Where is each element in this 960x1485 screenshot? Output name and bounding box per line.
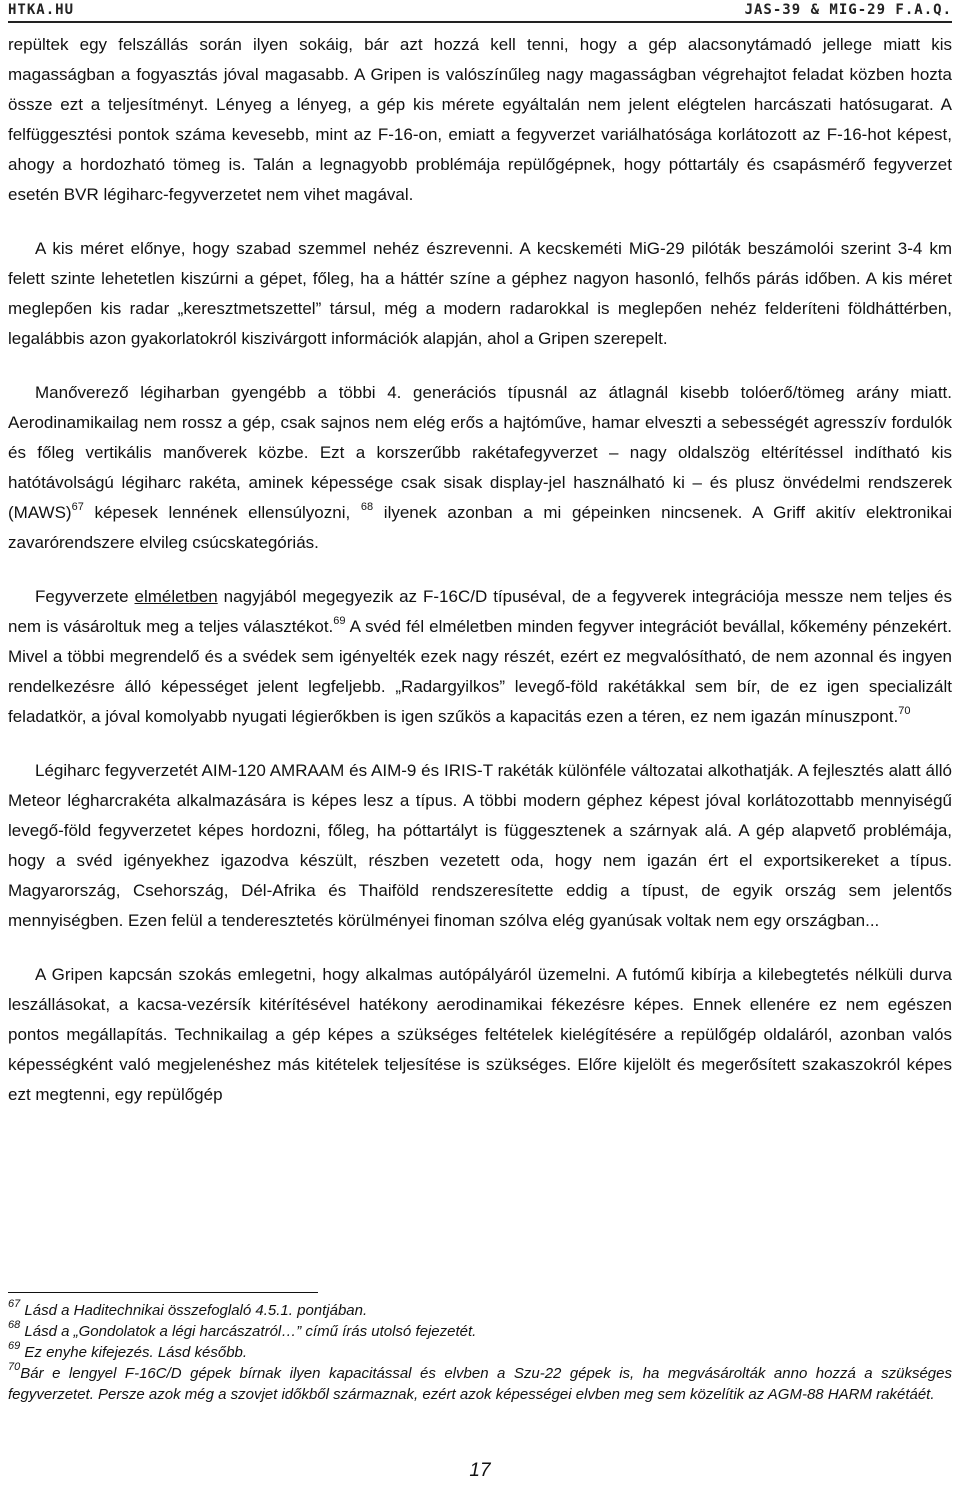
header-rule — [8, 21, 952, 23]
body-text — [8, 30, 952, 1110]
paragraph-1: repültek egy felszállás során ilyen sokáig, bár azt hozzá kell tenni, hogy a gép alacsonytámadó jellege miatt kis magasságban a fogyasztás jóval magasabb. A Gripen is valószínűleg nagy magasságban végrehajtot feladat közben hozta össze ezt a teljesítményt. Lényeg a lényeg, a gép kis mérete egyáltalán nem jelent elégtelen harcászati hatósugarat. A felfüggesztési pontok száma kevesebb, mint az F-16-on, emiatt a fegyverzet variálhatósága korlátozott az F-16-hot képest, ahogy a hordozható tömeg is. Talán a legnagyobb problémája repülőgépnek, hogy póttartály és csapásmérő fegyverzet esetén BVR légiharc-fegyverzetet nem vihet magával. — [8, 35, 952, 204]
footnote-number: 67 — [8, 1298, 21, 1310]
footnote-70 — [8, 1363, 952, 1405]
footnote-number: 68 — [8, 1319, 21, 1331]
paragraph-6-text: A Gripen kapcsán szokás emlegetni, hogy alkalmas autópályáról üzemelni. A futómű kibírja a kilebegtetés nélküli durva leszállásokat, a kacsa-vezérsík kitérítésével hatékony aerodinamikai fékezésre képes. Ennek ellenére ez nem egészen pontos megállapítás. Technikailag a gép képes a szükséges feltételek kielégítésére a repülőgép oldaláról, azonban valós képességként való megjelenéshez más kitételek teljesítése is szükséges. Előre kijelölt és megerősített szakaszokról képes ezt megtenni, egy repülőgép — [8, 965, 952, 1104]
document-title: JAS-39 & MIG-29 F.A.Q. — [744, 2, 952, 18]
paragraph-4-text-c: A svéd fél elméletben minden fegyver integrációt bevállal, kőkemény pénzekért. Mivel a többi megrendelő és a svédek sem igényelték ezek nagy részét, ezért ez megvalósítható, de nem azonnal és ingyen rendelkezésre álló képességet jelent legfeljebb. „Radargyilkos” levegő-föld rakétákkal sem bír, de ez igen specializált feladatkör, a jóval komolyabb nyugati légierőkben is igen szűkös a kapacitás ezen a téren, ez nem igazán mínuszpont. — [8, 617, 952, 726]
footnote-text: Ez enyhe kifejezés. Lásd később. — [24, 1344, 248, 1361]
paragraph-2-text: A kis méret előnye, hogy szabad szemmel nehéz észrevenni. A kecskeméti MiG-29 pilóták beszámolói szerint 3-4 km felett szinte lehetetlen kiszúrni a gépet, főleg, ha a háttér színe a géphez nagyon hasonló, felhős párás időben. A kis méret meglepően kis radar „keresztmetszettel” társul, még a modern radarokkal is meglepően nehéz felderíteni földháttérben, legalábbis azon gyakorlatokról kiszivárgott információk alapján, ahol a Gripen szerepelt. — [8, 239, 952, 348]
underlined-word: elméletben — [134, 587, 218, 606]
paragraph-5 — [8, 756, 952, 936]
footnotes — [8, 1300, 952, 1405]
footnote-number: 69 — [8, 1340, 21, 1352]
paragraph-2 — [8, 234, 952, 354]
paragraph-6 — [8, 960, 952, 1110]
footnote-69 — [8, 1342, 952, 1363]
page-number: 17 — [469, 1460, 491, 1481]
footnote-number: 70 — [8, 1361, 21, 1373]
page-header — [8, 0, 952, 22]
paragraph-3-text-a: Manőverező légiharban gyengébb a többi 4. generációs típusnál az átlagnál kisebb tolóerő/tömeg arány miatt. Aerodinamikailag nem rossz a gép, csak sajnos nem elég erős a hajtóműve, hamar elveszti a sebességét agresszív fordulók és főleg vertikális manőverek közbe. Ezt a korszerűbb rakétafegyverzet – nagy oldalszög eltérítéssel indítható kis hatótávolságú légiharc rakéta, aminek képessége csak sisak display-jel használható ki – és plusz önvédelmi rendszerek (MAWS) — [8, 383, 952, 522]
paragraph-4-text-b: nagyjából megegyezik az F-16C/D típuséval, de a fegyverek integrációja messze nem teljes és nem is vásároltuk meg a teljes választékot. — [8, 587, 952, 636]
footnote-ref-70[interactable]: 70 — [898, 705, 911, 717]
footnote-ref-69[interactable]: 69 — [333, 615, 346, 627]
footnote-text: Bár e lengyel F-16C/D gépek bírnak ilyen kapacitással és elvben a Szu-22 gépek is, ha megvásárolták anno hozzá a szükséges fegyverzetet. Persze azok még a szovjet időkből származnak, ezért azok képességei elvben meg sem közelítik az AGM-88 HARM rakétáét. — [8, 1365, 952, 1403]
paragraph-4 — [8, 582, 952, 732]
footnote-text: Lásd a Haditechnikai összefoglaló 4.5.1. pontjában. — [24, 1302, 368, 1319]
paragraph-3-text-c: ilyenek azonban a mi gépeinken nincsenek. A Griff akitív elektronikai zavarórendszere elvileg csúcskategóriás. — [8, 503, 952, 552]
footnote-ref-67[interactable]: 67 — [71, 501, 84, 513]
paragraph-4-text-a: Fegyverzete — [35, 587, 135, 606]
site-name: HTKA.HU — [8, 2, 75, 18]
paragraph-3 — [8, 378, 952, 558]
paragraph-3-text-b: képesek lennének ellensúlyozni, — [83, 503, 361, 522]
footnote-separator — [8, 1292, 318, 1293]
paragraph-5-text: Légiharc fegyverzetét AIM-120 AMRAAM és AIM-9 és IRIS-T rakéták különféle változatai alkothatják. A fejlesztés alatt álló Meteor légharcrakéta alkalmazására is képes lesz a típus. A többi modern géphez képest jóval korlátozottabb mennyiségű levegő-föld fegyverzetet képes hordozni, főleg, ha póttartályt is függesztenek a szárnyak alá. A gép alapvető problémája, hogy a svéd igényekhez igazodva készült, részben vezetett oda, hogy nem igazán ért el exportsikereket a típus. Magyarország, Csehország, Dél-Afrika és Thaiföld rendszeresítette eddig a típust, de egyik ország sem jelentős mennyiségben. Ezen felül a tenderesztetés körülményei finoman szólva elég gyanúsak voltak nem egy országban... — [8, 761, 952, 930]
footnote-68 — [8, 1321, 952, 1342]
footnote-67 — [8, 1300, 952, 1321]
footnote-ref-68[interactable]: 68 — [360, 501, 374, 513]
footnote-text: Lásd a „Gondolatok a légi harcászatról…” című írás utolsó fejezetét. — [24, 1323, 477, 1340]
